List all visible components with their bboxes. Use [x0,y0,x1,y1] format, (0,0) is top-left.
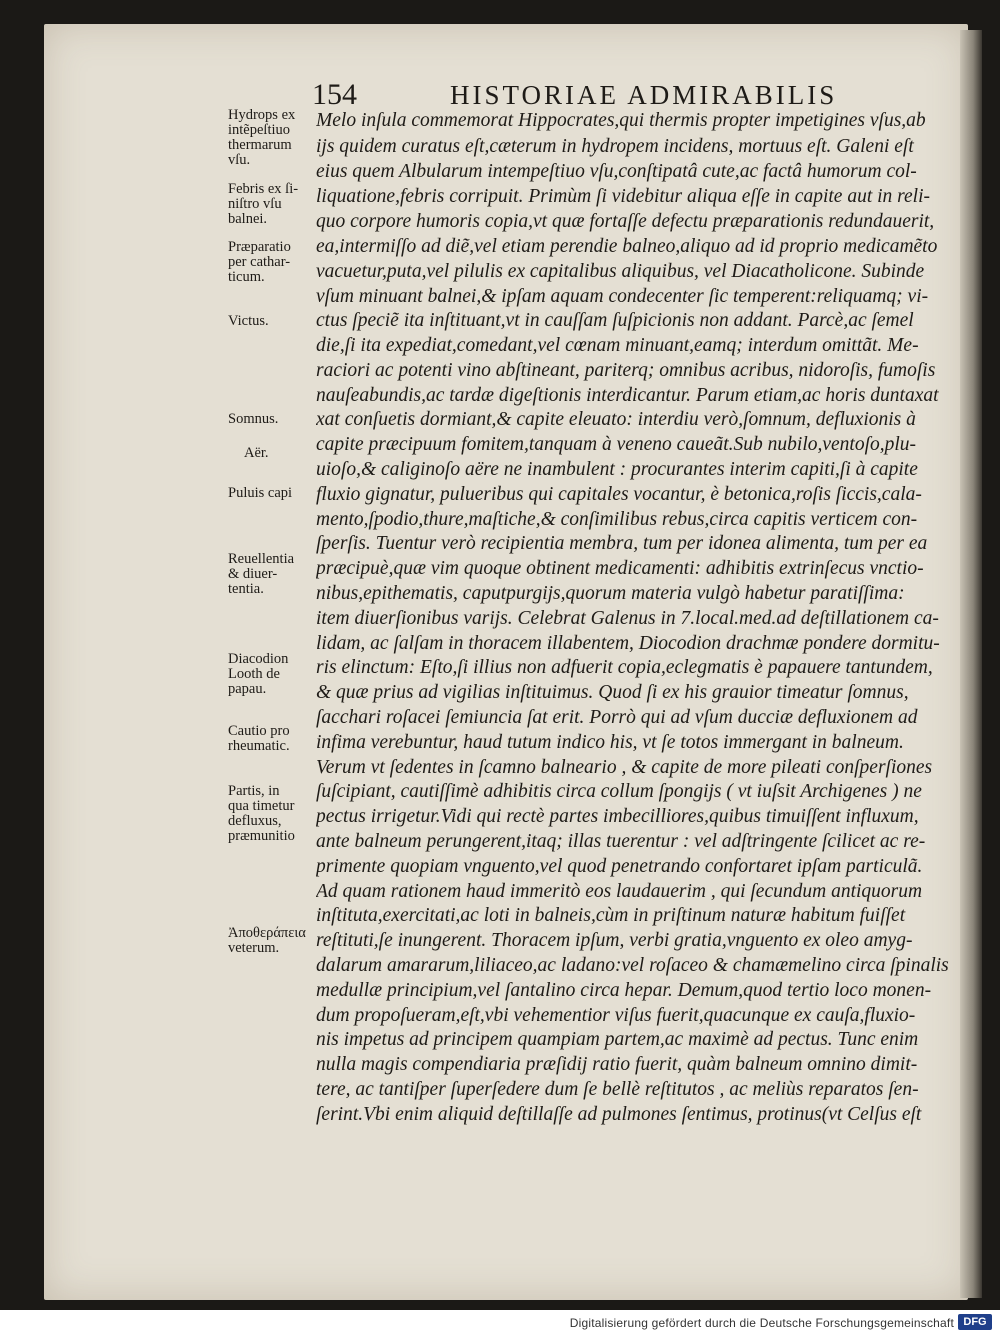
margin-note: Præparatio per cathar- ticum. [228,239,291,285]
margin-note: Febris ex ſi- niſtro vſu balnei. [228,181,299,227]
text-line: ſerint.Vbi enim aliquid deſtillaſſe ad pulmones ſentimus, protinus(vt Celſus eſt [316,1104,922,1125]
text-line: ſperſis. Tuentur verò recipientia membra, tum per idonea alimenta, tum per ea [316,533,928,554]
text-line: ris elinctum: Eſto,ſi illius non adfuerit copia,eclegmatis è papauere tantundem, [316,657,933,678]
text-line: ctus ſpeciẽ ita inſtituant,vt in cauſſam ſuſpicionis non addant. Parcè,ac ſemel [316,310,914,331]
margin-note: Ἀποθεράπεια veterum. [228,925,306,956]
text-line: lidam, ac ſalſam in thoracem illabentem, Diocodion drachmæ pondere dormitu- [316,633,940,654]
margin-note: Diacodion Looth de papau. [228,651,289,697]
text-line: ſuſcipiant, cautiſſimè adhibitis circa collum ſpongijs ( vt iuſsit Archigenes ) ne [316,781,922,802]
text-line: xat conſuetis dormiant,& capite eleuato: interdiu verò,ſomnum, defluxionis à [316,409,916,430]
text-line: inſtituta,exercitati,ac loti in balneis,cùm in priſtinum naturæ habitum fuiſſet [316,905,906,926]
margin-note: Victus. [228,313,269,329]
text-line: eius quem Albularum intempeſtiuo vſu,conſtipatâ cute,ac factâ humorum col- [316,161,917,182]
text-line: tere, ac tantiſper ſuperſedere dum ſe bellè reſtitutos , ac meliùs reparatos ſen- [316,1079,919,1100]
text-line: uioſo,& caliginoſo aëre ne inambulent : procurantes interim capiti,ſi à capite [316,459,918,480]
text-line: dum propoſueram,eſt,vbi vehementior viſus fuerit,quacunque ex cauſa,fluxio- [316,1005,916,1026]
running-title: HISTORIAE ADMIRABILIS [450,80,838,110]
text-line: vſum minuant balnei,& ipſam aquam condecenter ſic temperent:reliquamq; vi- [316,286,929,307]
margin-note: Cautio pro rheumatic. [228,723,290,754]
text-line: nauſeabundis,ac tardæ digeſtionis interdicantur. Parum etiam,ac horis duntaxat [316,385,939,406]
dfg-logo: DFG [958,1314,992,1330]
text-line: Ad quam rationem haud immeritò eos laudauerim , qui ſecundum antiquorum [316,881,923,902]
margin-note: Partis, in qua timetur defluxus, præmunitio [228,783,295,844]
text-line: raciori ac potenti vino abſtineant, pariterq; omnibus acribus, nidoroſis, fumoſis [316,360,936,381]
text-line: ante balneum perungerent,itaq; illas tuerentur : vel adſtringente ſcilicet ac re- [316,831,926,852]
margin-note: Somnus. [228,411,279,427]
text-line: & quæ prius ad vigilias inſtituimus. Quod ſi ex his grauior timeatur ſomnus, [316,682,909,703]
text-line: dalarum amararum,liliaceo,ac ladano:vel roſaceo & chamæmelino circa ſpinalis [316,955,949,976]
footer-credit: Digitalisierung gefördert durch die Deutsche Forschungsgemeinschaft [569,1316,954,1330]
margin-note: Hydrops ex intẽpeſtiuo thermarum vſu. [228,107,296,168]
text-line: mento,ſpodio,thure,maſtiche,& conſimilibus rebus,circa capitis verticem con- [316,509,918,530]
text-line: vacuetur,puta,vel pilulis ex capitalibus aliquibus, vel Diacatholicone. Subinde [316,261,925,282]
margin-note: Aër. [244,445,269,461]
text-line: ea,intermiſſo ad diẽ,vel etiam perendie balneo,aliquo ad id proprio medicamẽto [316,236,938,257]
text-line: infima verebuntur, haud tutum indico his, vt ſe totos immergant in balneum. [316,732,904,753]
text-line: pectus irrigetur.Vidi qui rectè partes imbecilliores,quibus timuiſſent influxum, [316,806,919,827]
text-line: item diuerſionibus varijs. Celebrat Galenus in 7.local.med.ad deſtillationem ca- [316,608,939,629]
page-edge [960,30,982,1298]
margin-note: Puluis capi [228,485,293,501]
text-line: ſacchari roſacei ſemiuncia ſat erit. Porrò qui ad vſum ducciæ defluxionem ad [316,707,918,728]
text-line: fluxio gignatur, pulueribus qui capitales vocantur, è betonica,roſis ſiccis,cala- [316,484,922,505]
page-number: 154 [312,78,357,111]
text-line: capite præcipuum fomitem,tanquam à veneno caueãt.Sub nubilo,ventoſo,plu- [316,434,917,455]
text-line: liquatione,febris corripuit. Primùm ſi videbitur aliqua eſſe in capite aut in reli- [316,186,931,207]
text-line: nibus,epithematis, caputpurgijs,quorum materia vulgò habetur paratiſſima: [316,583,905,604]
text-line: nulla magis compendiaria præſidij ratio fuerit, quàm balneum omnino dimit- [316,1054,918,1075]
margin-note: Reuellentia & diuer- tentia. [228,551,295,597]
text-line: Melo inſula commemorat Hippocrates,qui thermis propter impetigines vſus,ab [316,110,926,131]
text-line: quo corpore humoris copia,vt quæ fortaſſe defectu præparationis redundauerit, [316,211,935,232]
text-line: die,ſi ita expediat,comedant,vel cœnam minuant,eamq; interdum omittãt. Me- [316,335,919,356]
text-line: Verum vt ſedentes in ſcamno balneario , & capite de more pileati conſperſiones [316,757,933,778]
text-line: reſtituti,ſe inungerent. Thoracem ipſum, verbi gratia,vnguento ex oleo amyg- [316,930,913,951]
text-line: ijs quidem curatus eſt,cæterum in hydropem incidens, mortuus eſt. Galeni eſt [316,136,914,157]
text-line: medullæ principium,vel ſantalino circa hepar. Demum,quod tertio loco monen- [316,980,932,1001]
text-line: nis impetus ad principem quampiam partem,ac maximè ad pectus. Tunc enim [316,1029,919,1050]
text-line: præcipuè,quæ vim quoque obtinent medicamenti: adhibitis extrinſecus vnctio- [316,558,924,579]
text-line: primente quopiam vnguento,vel quod penetrando confortaret ipſam particulã. [316,856,923,877]
